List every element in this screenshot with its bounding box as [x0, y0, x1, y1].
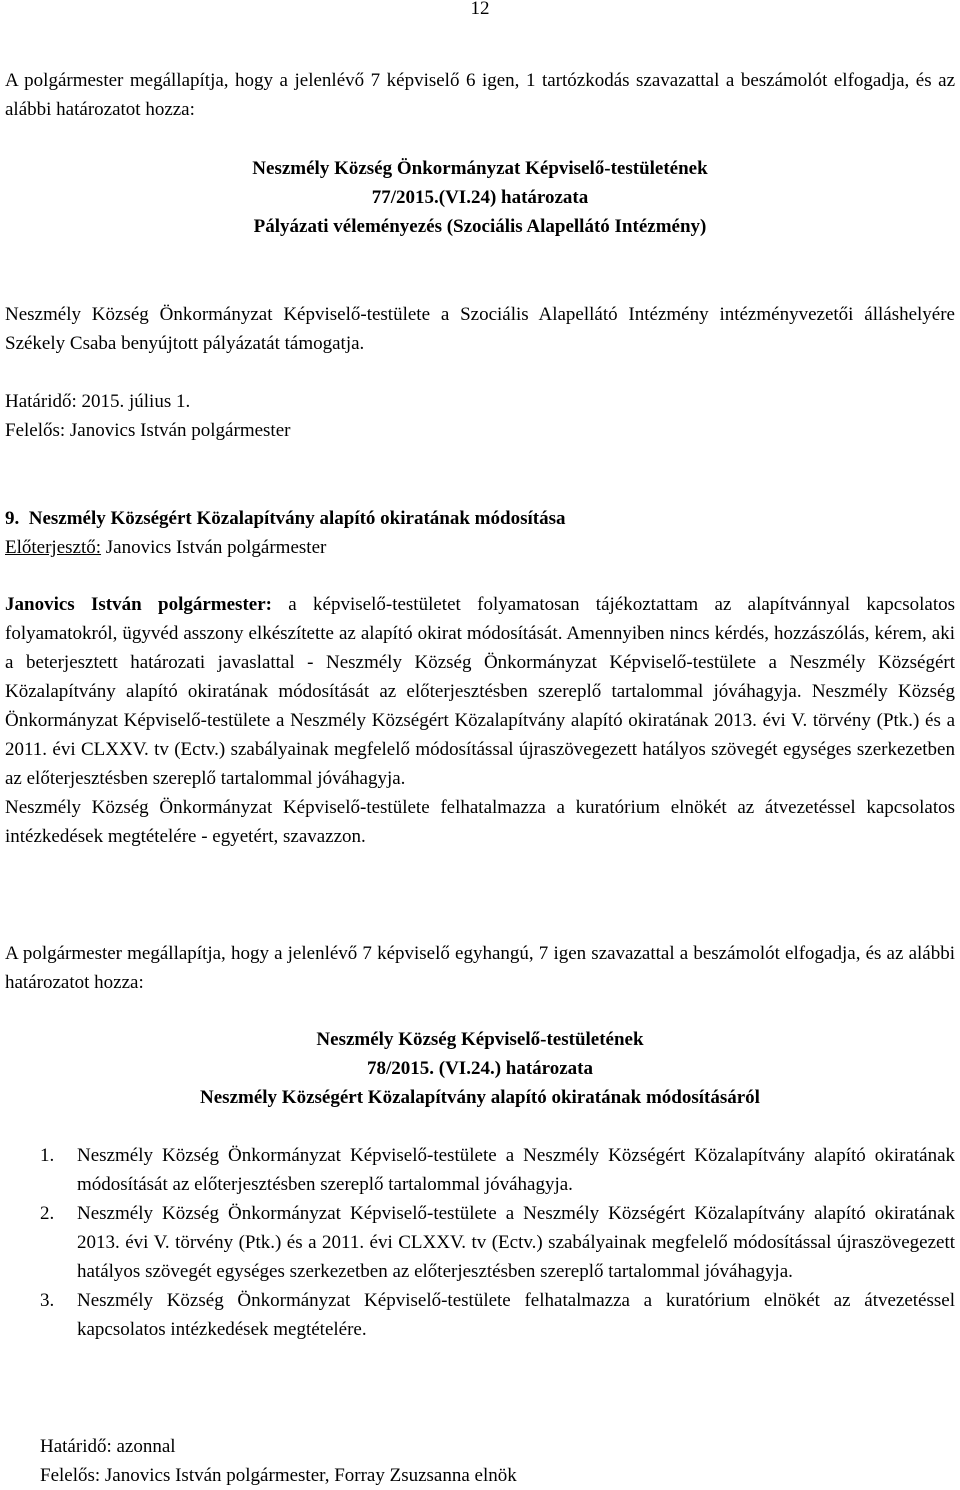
intro-paragraph-2: A polgármester megállapítja, hogy a jelenlévő 7 képviselő egyhangú, 7 igen szavazattal a beszámolót elfogadja, és az alábbi határozatot hozza: — [5, 943, 955, 993]
resolution-1-title: Neszmély Község Önkormányzat Képviselő-testületének — [252, 158, 708, 179]
list-item-text: Neszmély Község Önkormányzat Képviselő-testülete a Neszmély Községért Közalapítvány alapító okiratának módosítását az előterjesztésben szereplő tartalommal jóváhagyja. — [77, 1145, 955, 1195]
list-item-number: 3. — [40, 1290, 55, 1311]
resolution-2-footer — [40, 1432, 955, 1490]
resolution-2-subject: Neszmély Községért Közalapítvány alapító okiratának módosításáról — [200, 1087, 760, 1108]
deadline-1: Határidő: 2015. július 1. — [5, 391, 191, 412]
agenda-item-9-number: 9. — [5, 508, 20, 529]
speech-text: a képviselő-testületet folyamatosan tájékoztattam az alapítvánnyal kapcsolatos folyamatokról, ügyvéd asszony elkészítette az alapító okirat módosítását. Amennyiben nincs kérdés, hozzászólás, kérem, aki a beterjesztett határozati javaslattal - Neszmély Község Önkormányzat Képviselő-testülete a Neszmély Községért Közalapítvány alapító okiratának módosítását az előterjesztésben szereplő tartalommal jóváhagyja. Neszmély Község Önkormányzat Képviselő-testülete a Neszmély Községért Közalapítvány alapító okiratának 2013. évi V. törvény (Ptk.) és a 2011. évi CLXXV. tv (Ectv.) szabályainak megfelelő módosítással újraszövegezett hatályos szövegét egységes szerkezetben az előterjesztésben szereplő tartalommal jóváhagyja. — [5, 594, 955, 789]
intro-paragraph-1: A polgármester megállapítja, hogy a jelenlévő 7 képviselő 6 igen, 1 tartózkodás szavazattal a beszámolót elfogadja, és az alábbi határozatot hozza: — [5, 70, 955, 120]
resolution-2-heading — [5, 1025, 955, 1112]
resolution-2-items — [40, 1141, 955, 1344]
list-item — [40, 1286, 955, 1344]
resolution-1-body: Neszmély Község Önkormányzat Képviselő-testülete a Szociális Alapellátó Intézmény intézményvezetői álláshelyére Székely Csaba benyújtott pályázatát támogatja. — [5, 304, 955, 354]
responsible-2: Felelős: Janovics István polgármester, Forray Zsuzsanna elnök — [40, 1465, 517, 1486]
agenda-item-9-title: Neszmély Községért Közalapítvány alapító okiratának módosítása — [28, 508, 566, 529]
list-item-text: Neszmély Község Önkormányzat Képviselő-testülete a Neszmély Községért Közalapítvány alapító okiratának 2013. évi V. törvény (Ptk.) és a 2011. évi CLXXV. tv (Ectv.) szabályainak megfelelő módosítással újraszövegezett hatályos szövegét egységes szerkezetben az előterjesztésben szereplő tartalommal jóváhagyja. — [77, 1203, 955, 1282]
resolution-2-title: Neszmély Község Képviselő-testületének — [316, 1029, 644, 1050]
list-item-text: Neszmély Község Önkormányzat Képviselő-testülete felhatalmazza a kuratórium elnökét az átvezetéssel kapcsolatos intézkedések megtételére. — [77, 1290, 955, 1340]
mayor-speech-paragraph-1 — [5, 590, 955, 793]
resolution-1-subject: Pályázati véleményezés (Szociális Alapellátó Intézmény) — [253, 216, 707, 237]
list-item-number: 2. — [40, 1203, 55, 1224]
resolution-1-footer — [5, 387, 955, 445]
page-number: 12 — [470, 0, 490, 19]
mayor-speech-paragraph-2: Neszmély Község Önkormányzat Képviselő-testülete felhatalmazza a kuratórium elnökét az átvezetéssel kapcsolatos intézkedések megtételére - egyetért, szavazzon. — [5, 797, 955, 847]
deadline-2: Határidő: azonnal — [40, 1436, 176, 1457]
presenter-label: Előterjesztő: — [5, 537, 102, 558]
agenda-item-9 — [5, 504, 955, 562]
list-item — [40, 1199, 955, 1286]
presenter-name: Janovics István polgármester — [101, 537, 327, 558]
agenda-item-9-heading — [5, 504, 955, 533]
list-item — [40, 1141, 955, 1199]
speaker-name: Janovics István polgármester: — [5, 594, 272, 615]
resolution-1-heading — [5, 154, 955, 241]
agenda-item-9-presenter — [5, 533, 955, 562]
mayor-speech — [5, 590, 955, 851]
responsible-1: Felelős: Janovics István polgármester — [5, 420, 291, 441]
resolution-2-number: 78/2015. (VI.24.) határozata — [366, 1058, 594, 1079]
list-item-number: 1. — [40, 1145, 55, 1166]
resolution-1-number: 77/2015.(VI.24) határozata — [371, 187, 589, 208]
